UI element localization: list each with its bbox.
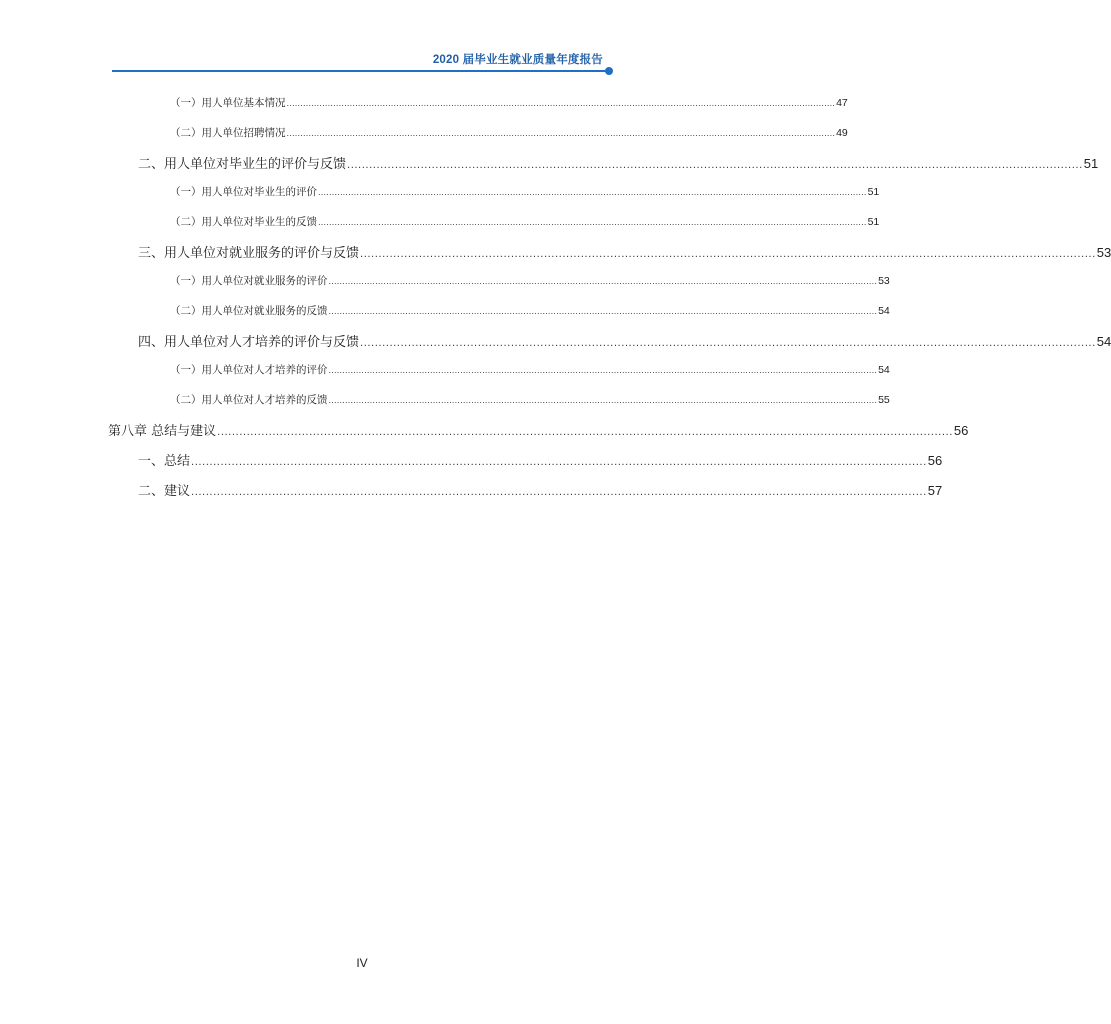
toc-entry-title: 二、用人单位对毕业生的评价与反馈 <box>138 157 347 172</box>
toc-leader: ........................................................................................................................................................................................................ <box>328 366 878 375</box>
toc-entry-title: 一、总结 <box>138 454 191 469</box>
toc-page-number: 56 <box>953 423 969 438</box>
toc-leader: ........................................................................................................................................................................................................ <box>328 277 878 286</box>
toc-entry[interactable] <box>108 420 969 439</box>
page-number: IV <box>356 956 368 970</box>
toc-entry[interactable] <box>138 480 943 499</box>
toc-leader: ........................................................................................................................................................................................................ <box>318 218 867 227</box>
toc-leader: ........................................................................................................................................................................................................ <box>328 307 878 316</box>
toc-leader: ........................................................................................................................................................................................................ <box>347 160 1083 171</box>
toc-leader: ........................................................................................................................................................................................................ <box>318 188 867 197</box>
toc-entry[interactable] <box>170 214 880 229</box>
toc-leader: ........................................................................................................................................................................................................ <box>286 129 836 138</box>
toc-leader: ........................................................................................................................................................................................................ <box>328 396 878 405</box>
toc-entry-title: （一）用人单位对就业服务的评价 <box>170 275 328 287</box>
toc-page-number: 57 <box>927 483 943 498</box>
toc-entry-title: （一）用人单位基本情况 <box>170 97 286 109</box>
toc-page-number: 53 <box>878 275 890 287</box>
header-dot-icon <box>605 67 613 75</box>
toc-entry-title: （一）用人单位对毕业生的评价 <box>170 186 317 198</box>
toc-page-number: 51 <box>1083 156 1099 171</box>
toc-entry[interactable] <box>138 153 1099 172</box>
report-title: 2020 届毕业生就业质量年度报告 <box>432 54 603 66</box>
toc-leader: ........................................................................................................................................................................................................ <box>191 487 927 498</box>
toc-entry[interactable] <box>170 125 848 140</box>
toc-page-number: 55 <box>878 394 890 406</box>
toc-page-number: 54 <box>878 305 890 317</box>
toc-entry[interactable] <box>170 362 890 377</box>
toc-page-number: 53 <box>1096 245 1111 260</box>
header-divider <box>112 70 608 72</box>
toc-page-number: 54 <box>878 364 890 376</box>
toc-leader: ........................................................................................................................................................................................................ <box>286 99 836 108</box>
toc-page-number: 49 <box>836 127 848 139</box>
toc-entry[interactable] <box>170 273 890 288</box>
toc-entry-title: （二）用人单位对毕业生的反馈 <box>170 216 317 228</box>
toc-entry[interactable] <box>138 450 943 469</box>
toc-leader: ........................................................................................................................................................................................................ <box>360 338 1096 349</box>
toc-entry[interactable] <box>170 392 890 407</box>
toc-entry[interactable] <box>138 242 1111 261</box>
toc-page-number: 56 <box>927 453 943 468</box>
toc-entry-title: 三、用人单位对就业服务的评价与反馈 <box>138 246 360 261</box>
toc-page-number: 47 <box>836 97 848 109</box>
toc-page-number: 54 <box>1096 334 1111 349</box>
toc-page-number: 51 <box>867 186 880 198</box>
toc-entry[interactable] <box>170 303 890 318</box>
toc-entry-title: （一）用人单位对人才培养的评价 <box>170 364 328 376</box>
toc-entry-title: 第八章 总结与建议 <box>108 424 217 439</box>
toc-entry[interactable] <box>138 331 1111 350</box>
toc-entry[interactable] <box>170 184 880 199</box>
toc-entry-title: 二、建议 <box>138 484 191 499</box>
toc-entry[interactable] <box>170 95 848 110</box>
toc-entry-title: （二）用人单位对就业服务的反馈 <box>170 305 328 317</box>
toc-entry-title: （二）用人单位招聘情况 <box>170 127 286 139</box>
toc-page-number: 51 <box>867 216 880 228</box>
toc-leader: ........................................................................................................................................................................................................ <box>217 427 953 438</box>
toc-leader: ........................................................................................................................................................................................................ <box>360 249 1096 260</box>
toc-leader: ........................................................................................................................................................................................................ <box>191 457 927 468</box>
toc-entry-title: （二）用人单位对人才培养的反馈 <box>170 394 328 406</box>
toc-entry-title: 四、用人单位对人才培养的评价与反馈 <box>138 335 360 350</box>
